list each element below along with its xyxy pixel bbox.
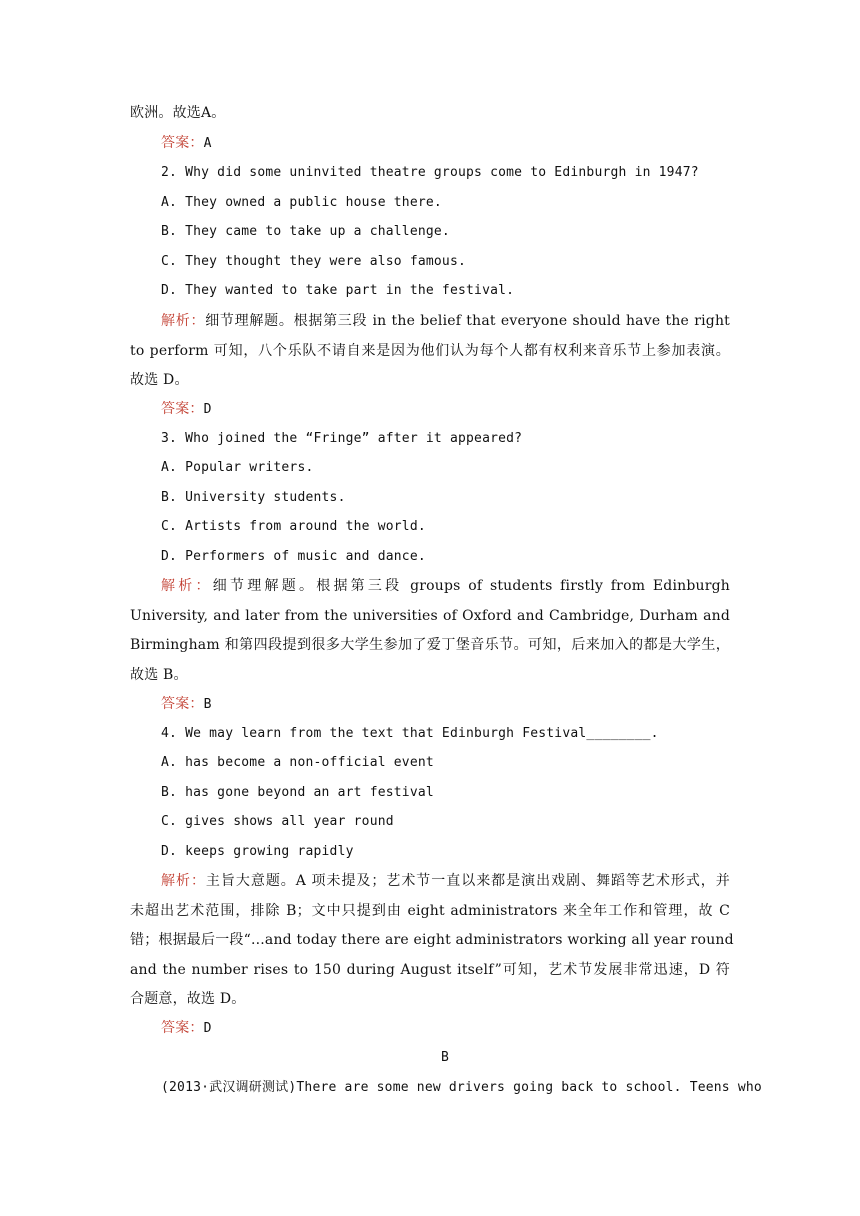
- q3-option-a: A. Popular writers.: [161, 460, 314, 475]
- q4-analysis-line-4: and the number rises to 150 during August itself”可知，艺术节发展非常迅速，D 符: [130, 962, 730, 978]
- answer-value: D: [203, 1021, 212, 1036]
- q4-option-a: A. has become a non-official event: [161, 755, 434, 770]
- answer-value: B: [203, 697, 212, 712]
- q3-analysis-line-1: [161, 576, 730, 596]
- analysis-text: 细节理解题。根据第三段 groups of students firstly from Edinburgh: [212, 578, 730, 594]
- q2-option-d: D. They wanted to take part in the festival.: [161, 283, 515, 298]
- q1-analysis-tail: 欧洲。故选A。: [130, 105, 226, 121]
- q1-answer: [161, 133, 730, 154]
- analysis-label: 解析：: [161, 578, 213, 594]
- q2-analysis-line-2: to perform 可知，八个乐队不请自来是因为他们认为每个人都有权利来音乐节上参加表演。: [130, 343, 730, 359]
- passage-first-line: (2013·武汉调研测试)There are some new drivers going back to school. Teens who: [161, 1080, 762, 1095]
- analysis-text: 细节理解题。根据第三段 in the belief that everyone should have the right: [205, 313, 730, 329]
- answer-value: A: [203, 136, 212, 151]
- q4-answer: [161, 1018, 730, 1039]
- q2-analysis-line-3: 故选 D。: [130, 372, 189, 388]
- answer-value: D: [203, 402, 212, 417]
- q4-option-c: C. gives shows all year round: [161, 814, 394, 829]
- q2-answer: [161, 399, 730, 420]
- answer-label: 答案：: [161, 401, 204, 417]
- section-heading: B: [440, 1050, 450, 1065]
- analysis-label: 解析：: [161, 313, 206, 329]
- q2-question: 2. Why did some uninvited theatre groups come to Edinburgh in 1947?: [161, 165, 699, 180]
- q2-option-a: A. They owned a public house there.: [161, 195, 442, 210]
- answer-label: 答案：: [161, 696, 204, 712]
- q4-option-b: B. has gone beyond an art festival: [161, 785, 434, 800]
- q2-analysis-line-1: [161, 311, 730, 331]
- q4-analysis-line-3: 错；根据最后一段“...and today there are eight administrators working all year round: [130, 932, 734, 948]
- answer-label: 答案：: [161, 1020, 204, 1036]
- q2-option-b: B. They came to take up a challenge.: [161, 224, 450, 239]
- q2-option-c: C. They thought they were also famous.: [161, 254, 467, 269]
- analysis-label: 解析：: [161, 873, 206, 889]
- q3-option-b: B. University students.: [161, 490, 346, 505]
- q3-answer: [161, 694, 730, 715]
- answer-label: 答案：: [161, 135, 204, 151]
- q4-analysis-line-2: 未超出艺术范围，排除 B；文中只提到由 eight administrators 来全年工作和管理，故 C: [130, 903, 730, 919]
- q3-option-c: C. Artists from around the world.: [161, 519, 426, 534]
- q3-analysis-line-3: Birmingham 和第四段提到很多大学生参加了爱丁堡音乐节。可知，后来加入的都是大学生，: [130, 637, 730, 653]
- q3-option-d: D. Performers of music and dance.: [161, 549, 426, 564]
- q4-question: 4. We may learn from the text that Edinburgh Festival________.: [161, 726, 659, 741]
- q3-analysis-line-2: University, and later from the universities of Oxford and Cambridge, Durham and: [130, 608, 730, 624]
- q4-option-d: D. keeps growing rapidly: [161, 844, 354, 859]
- analysis-text: 主旨大意题。A 项未提及；艺术节一直以来都是演出戏剧、舞蹈等艺术形式，并: [205, 873, 730, 889]
- q4-analysis-line-1: [161, 871, 730, 891]
- q3-question: 3. Who joined the “Fringe” after it appeared?: [161, 431, 523, 446]
- q4-analysis-line-5: 合题意，故选 D。: [130, 991, 246, 1007]
- q3-analysis-line-4: 故选 B。: [130, 667, 188, 683]
